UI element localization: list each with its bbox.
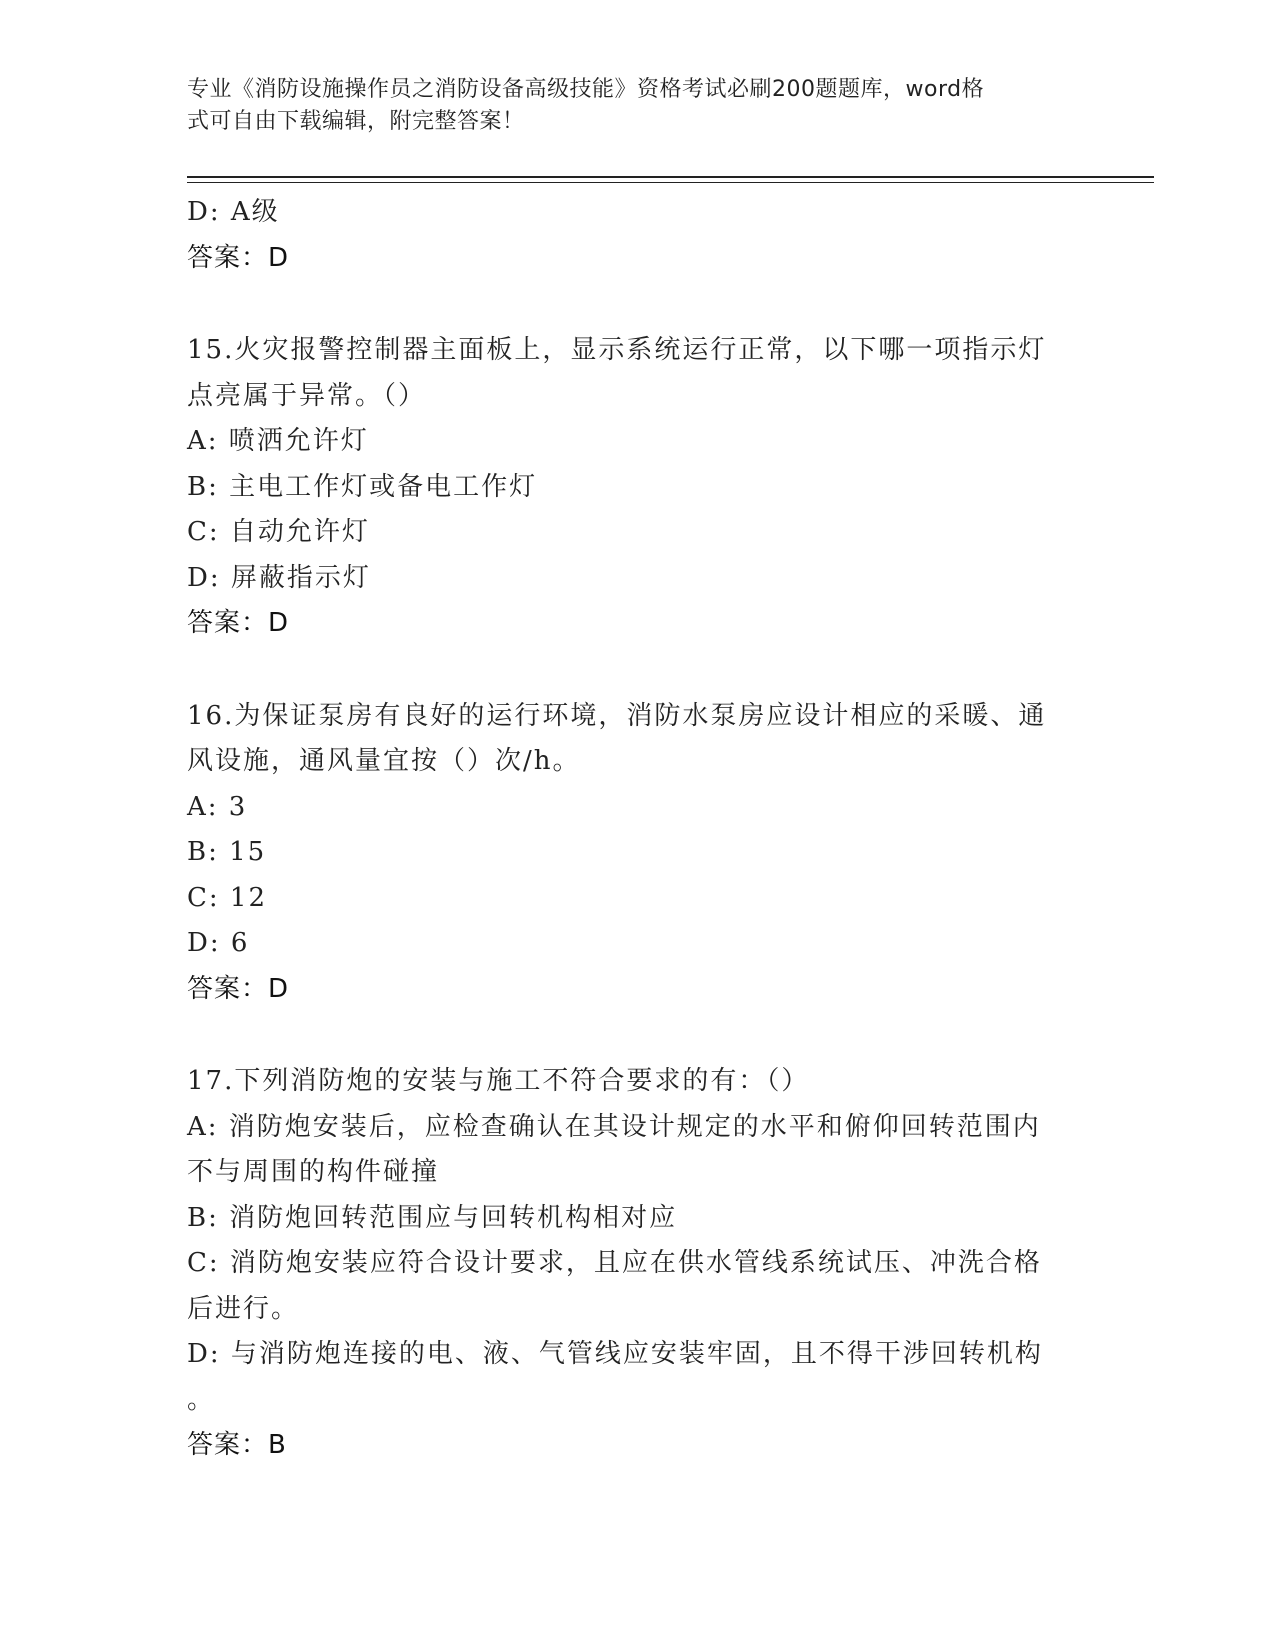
question-16 bbox=[187, 694, 1087, 1013]
option-d: D: 与消防炮连接的电、液、气管线应安装牢固，且不得干涉回转机构 bbox=[187, 1339, 1043, 1369]
option-b: B: 15 bbox=[187, 837, 267, 867]
answer: 答案：D bbox=[187, 973, 290, 1004]
option-d: D: 屏蔽指示灯 bbox=[187, 562, 371, 593]
question-text: 16.为保证泵房有良好的运行环境，消防水泵房应设计相应的采暖、通 bbox=[187, 700, 1047, 731]
option-a: A: 喷洒允许灯 bbox=[187, 426, 369, 456]
option-c: C: 12 bbox=[187, 882, 268, 913]
option-b: B: 消防炮回转范围应与回转机构相对应 bbox=[187, 1202, 678, 1233]
option-c: C: 消防炮安装应符合设计要求，且应在供水管线系统试压、冲洗合格 bbox=[187, 1248, 1042, 1278]
prev-answer: 答案：D bbox=[187, 242, 290, 273]
question-text: 风设施，通风量宜按（）次/h。 bbox=[187, 746, 581, 776]
option-c-cont: 后进行。 bbox=[187, 1293, 300, 1324]
question-17 bbox=[187, 1059, 1087, 1469]
question-text: 点亮属于异常。（） bbox=[187, 380, 427, 411]
prev-option-d: D: A级 bbox=[187, 197, 280, 227]
answer: 答案：D bbox=[187, 608, 290, 638]
spacer bbox=[187, 1012, 1087, 1059]
question-content bbox=[187, 190, 1087, 1469]
option-b: B: 主电工作灯或备电工作灯 bbox=[187, 471, 538, 502]
answer: 答案：B bbox=[187, 1430, 287, 1460]
option-c: C: 自动允许灯 bbox=[187, 517, 370, 547]
header-line-1: 专业《消防设施操作员之消防设备高级技能》资格考试必刷200题题库，word格 bbox=[187, 77, 985, 102]
header-rule-thin bbox=[187, 182, 1154, 183]
option-d: D: 6 bbox=[187, 928, 250, 958]
option-a-cont: 不与周围的构件碰撞 bbox=[187, 1157, 440, 1187]
spacer bbox=[187, 647, 1087, 694]
question-text: 17.下列消防炮的安装与施工不符合要求的有：（） bbox=[187, 1066, 810, 1096]
header-rule-thick bbox=[187, 176, 1154, 178]
option-a: A: 消防炮安装后，应检查确认在其设计规定的水平和俯仰回转范围内 bbox=[187, 1111, 1041, 1142]
question-15 bbox=[187, 328, 1087, 647]
header-line-2: 式可自由下载编辑，附完整答案！ bbox=[187, 109, 525, 134]
spacer bbox=[187, 281, 1087, 328]
question-text: 15.火灾报警控制器主面板上，显示系统运行正常，以下哪一项指示灯 bbox=[187, 335, 1047, 365]
document-header bbox=[187, 74, 1067, 138]
option-a: A: 3 bbox=[187, 791, 248, 822]
option-d-cont: 。 bbox=[187, 1384, 216, 1415]
